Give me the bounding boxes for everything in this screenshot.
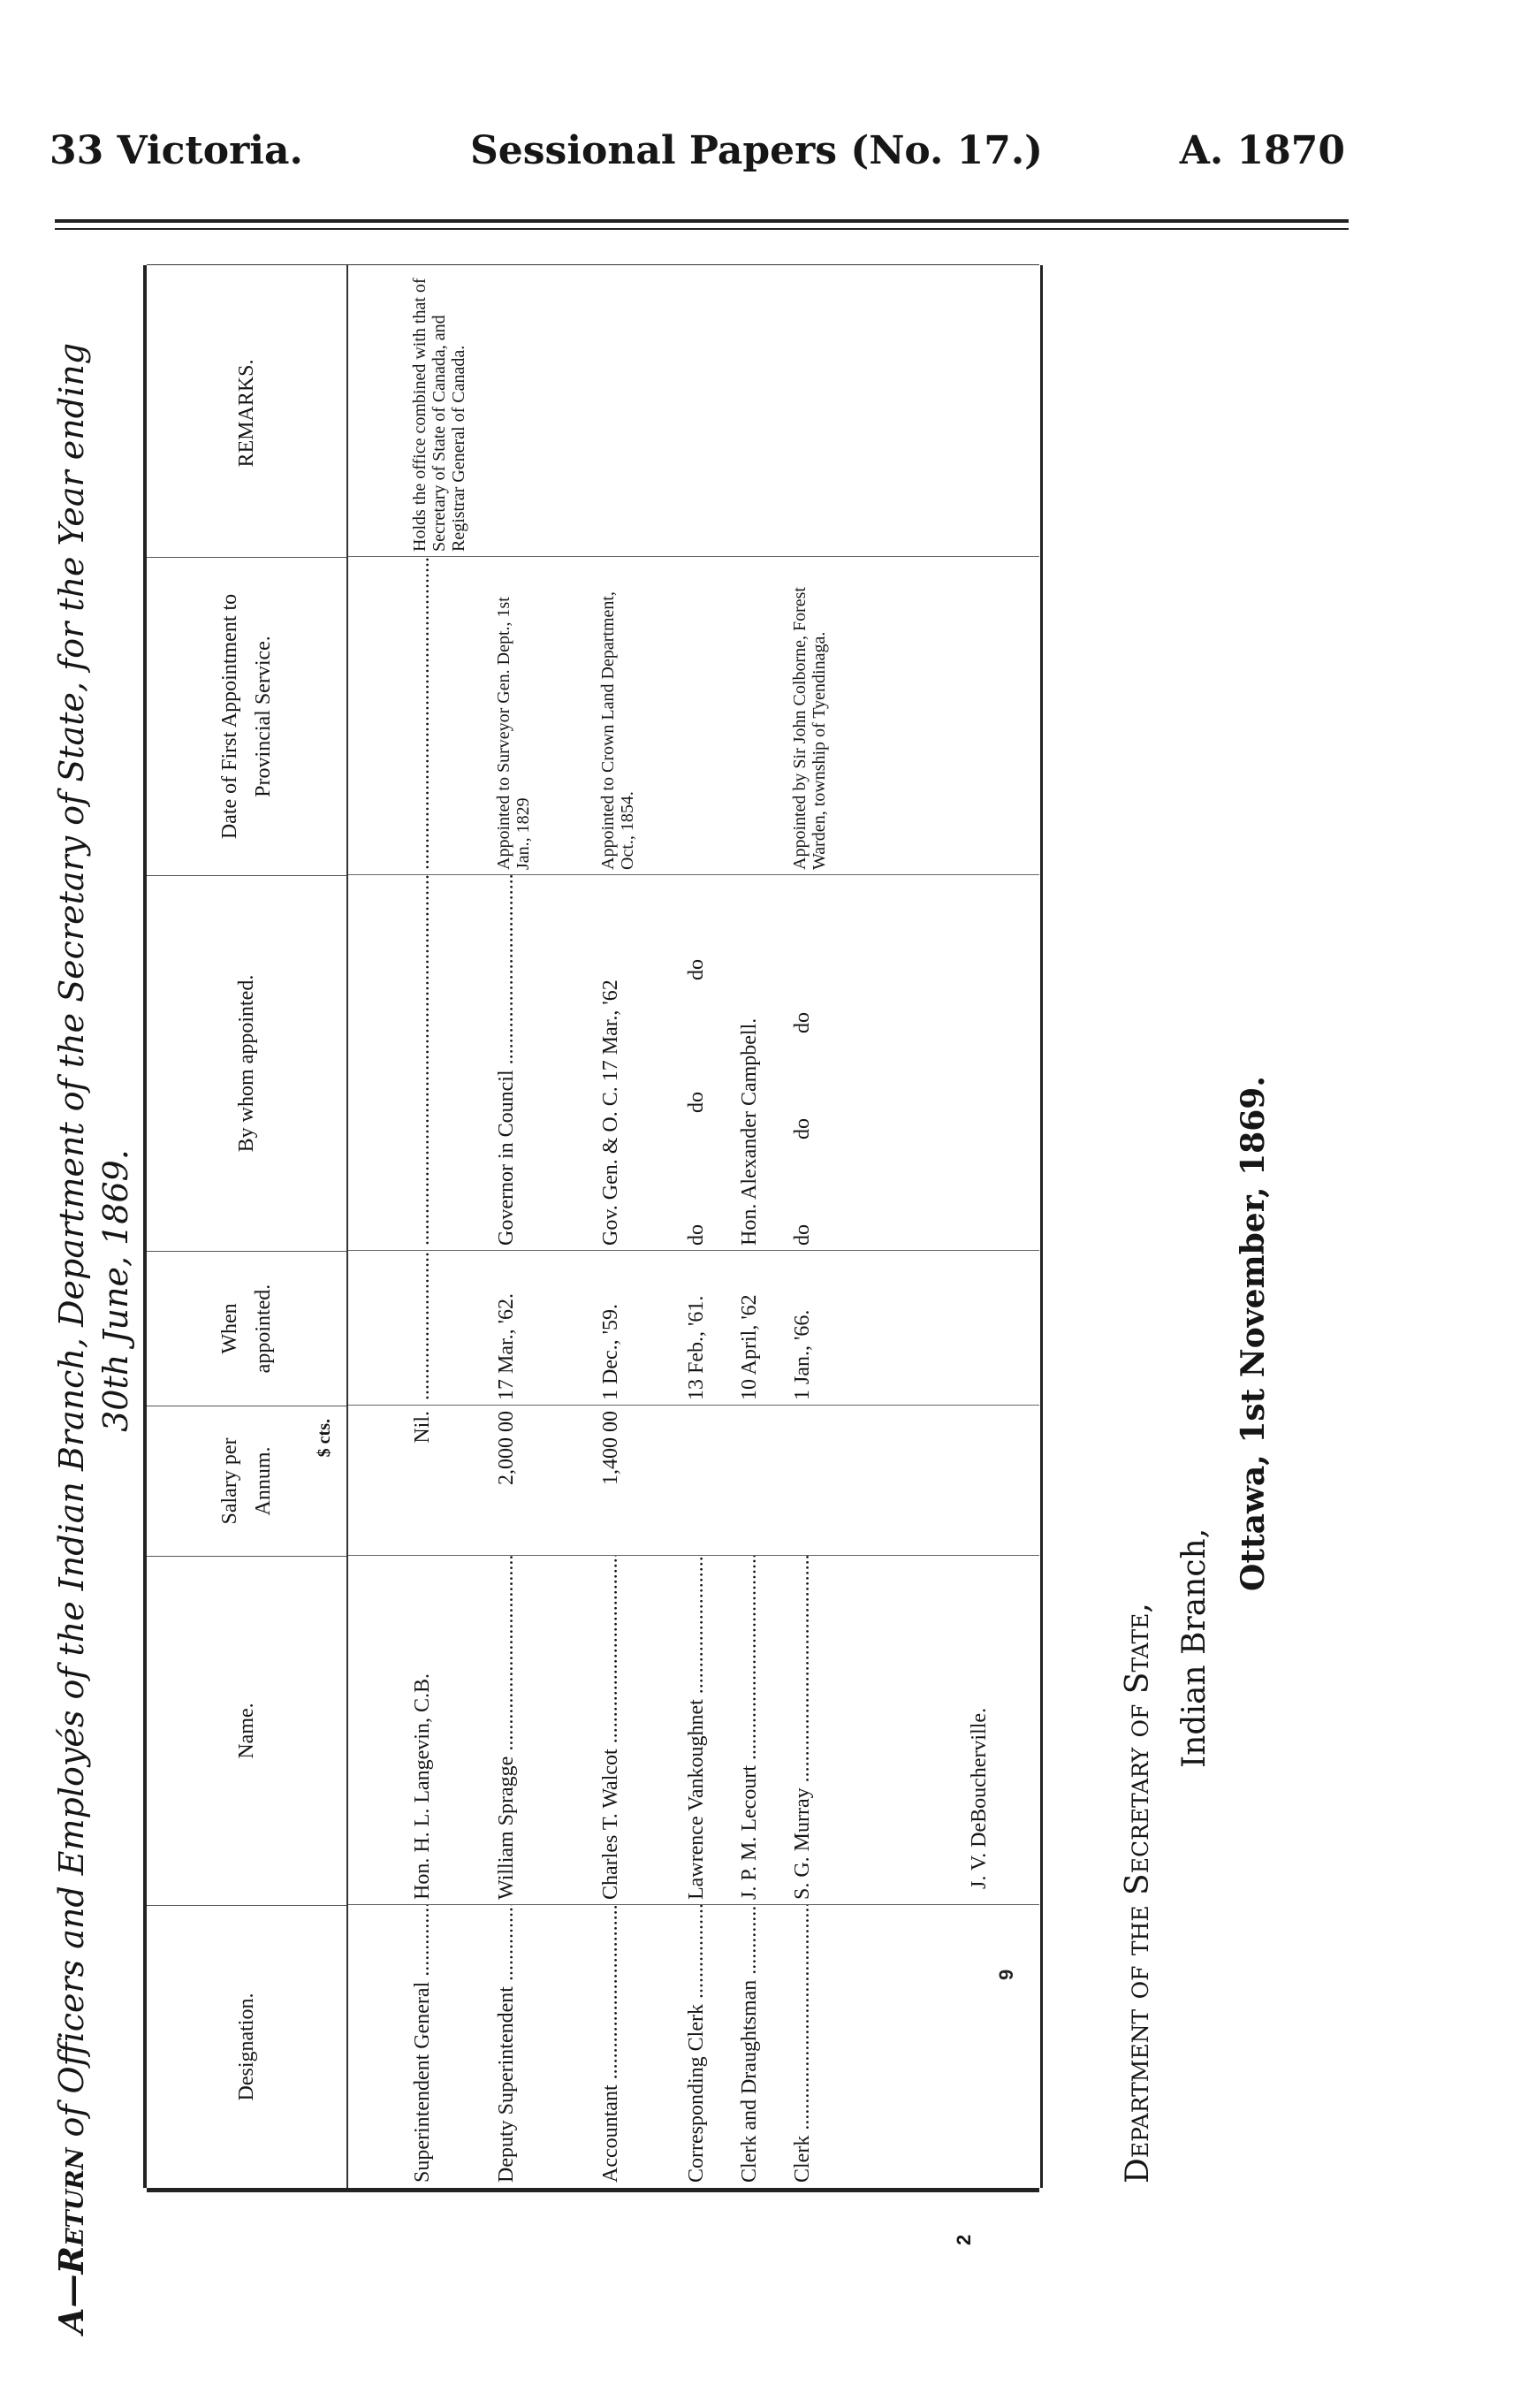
signature-department: Department of the Secretary of State,: [1120, 1603, 1156, 2183]
rotated-table-frame: [49, 248, 1349, 2334]
header-by-whom: By whom appointed.: [147, 875, 346, 1251]
cell-first-appointment: Appointed by Sir John Colborne, Forest Warden, township of Tyendinaga.: [790, 587, 829, 870]
cell-by-whom: [411, 875, 434, 1246]
header-remarks: REMARKS.: [235, 359, 258, 468]
cell-first-appointment: Appointed to Surveyor Gen. Dept., 1st Jan., 1829: [494, 597, 533, 870]
cell-by-whom: Governor in Council .....: [494, 875, 519, 1251]
header-rule-thin: [55, 228, 1349, 230]
header-name: Name.: [147, 1556, 346, 1905]
table-row: [684, 265, 735, 2188]
table-row: [737, 265, 788, 2188]
caption-lead: Return: [51, 2147, 91, 2275]
cell-by-whom: Hon. Alexander Campbell.: [738, 1017, 761, 1246]
cell-designation: Deputy Superintendent .....: [494, 1905, 519, 2188]
caption-line2: 30th June, 1869.: [96, 1149, 135, 1432]
cell-name: Charles T. Walcot .....: [598, 1556, 623, 1905]
table-row: [410, 265, 468, 2188]
header-first-appointment: Date of First Appointment to Provincial Service.: [147, 557, 346, 875]
cell-when: [411, 1251, 434, 1400]
cell-name: J. P. M. Lecourt .....: [737, 1556, 762, 1905]
cell-when-dots: [410, 1251, 435, 1406]
header-session: 33 Victoria.: [49, 128, 303, 173]
table-caption: [49, 248, 138, 2334]
cell-first-appointment: Appointed to Crown Land Department, Oct., 1854.: [598, 591, 637, 870]
header-year: A. 1870: [1179, 128, 1345, 173]
cell-designation: Superintendent General .....: [410, 1905, 435, 2188]
header-rule: [55, 219, 1349, 223]
cell-when: 1 Jan., '66.: [791, 1309, 814, 1400]
header-title: Sessional Papers (No. 17.): [470, 128, 1043, 173]
cell-first-dots: [410, 557, 435, 875]
header-salary-label: Salary per Annum.: [218, 1437, 275, 1525]
cell-by-whom: Gov. Gen. & O. C. 17 Mar., '62: [599, 979, 622, 1246]
cell-name: S. G. Murray .....: [790, 1556, 815, 1905]
cell-designation: Clerk .....: [790, 1905, 815, 2188]
cell-salary: 2,000 00: [495, 1411, 518, 1485]
signature-line-2: Indian Branch,: [1176, 1528, 1213, 1768]
cell-name: Lawrence Vankoughnet .....: [684, 1556, 709, 1905]
header-salary: [147, 1406, 346, 1556]
table-row: [967, 265, 1018, 2188]
cell-when: 17 Mar., '62.: [495, 1293, 518, 1400]
salary-units: $ cts.: [315, 1419, 334, 1458]
header-designation: Designation.: [147, 1905, 346, 2188]
table-row: [790, 265, 841, 2188]
cell-by-whom: do do do: [685, 959, 708, 1246]
cell-designation: Accountant .....: [598, 1905, 623, 2188]
margin-mark: 9: [995, 1969, 1017, 1980]
header-when: When appointed.: [147, 1251, 346, 1406]
caption-text: of Officers and Employés of the Indian Branch, Department of the Secretary of State, for the Year ending: [52, 342, 91, 2148]
cell-name: William Spragge .....: [494, 1556, 519, 1905]
cell-name: J. V. DeBoucherville.: [968, 1707, 991, 1889]
cell-when: 13 Feb., '61.: [685, 1295, 708, 1400]
cell-first-appointment: [411, 557, 434, 870]
cell-designation: Clerk and Draughtsman .....: [737, 1905, 762, 2188]
cell-remarks: Holds the office combined with that of Secretary of State of Canada, and Registrar General of Canada.: [410, 278, 468, 552]
officers-table: [147, 264, 1039, 2192]
signature-line-3: Ottawa, 1st November, 1869.: [1235, 1076, 1272, 1591]
cell-when: 10 April, '62: [738, 1294, 761, 1400]
cell-salary: Nil.: [411, 1411, 434, 1444]
cell-by-whom: do do do: [791, 1012, 814, 1246]
table-header-row: [147, 265, 348, 2188]
margin-mark: 2: [953, 2234, 975, 2245]
cell-by-whom-dots: [410, 875, 435, 1251]
table-body: [348, 265, 1039, 2188]
table-row: [494, 265, 545, 2188]
cell-name: Hon. H. L. Langevin, C.B.: [411, 1673, 434, 1900]
caption-prefix: A—: [51, 2274, 91, 2334]
signature-line-1: [1110, 1603, 1167, 2183]
cell-salary: 1,400 00: [599, 1411, 622, 1485]
table-row: [598, 265, 650, 2188]
cell-designation: Corresponding Clerk .....: [684, 1905, 709, 2188]
cell-when: 1 Dec., '59.: [599, 1304, 622, 1400]
